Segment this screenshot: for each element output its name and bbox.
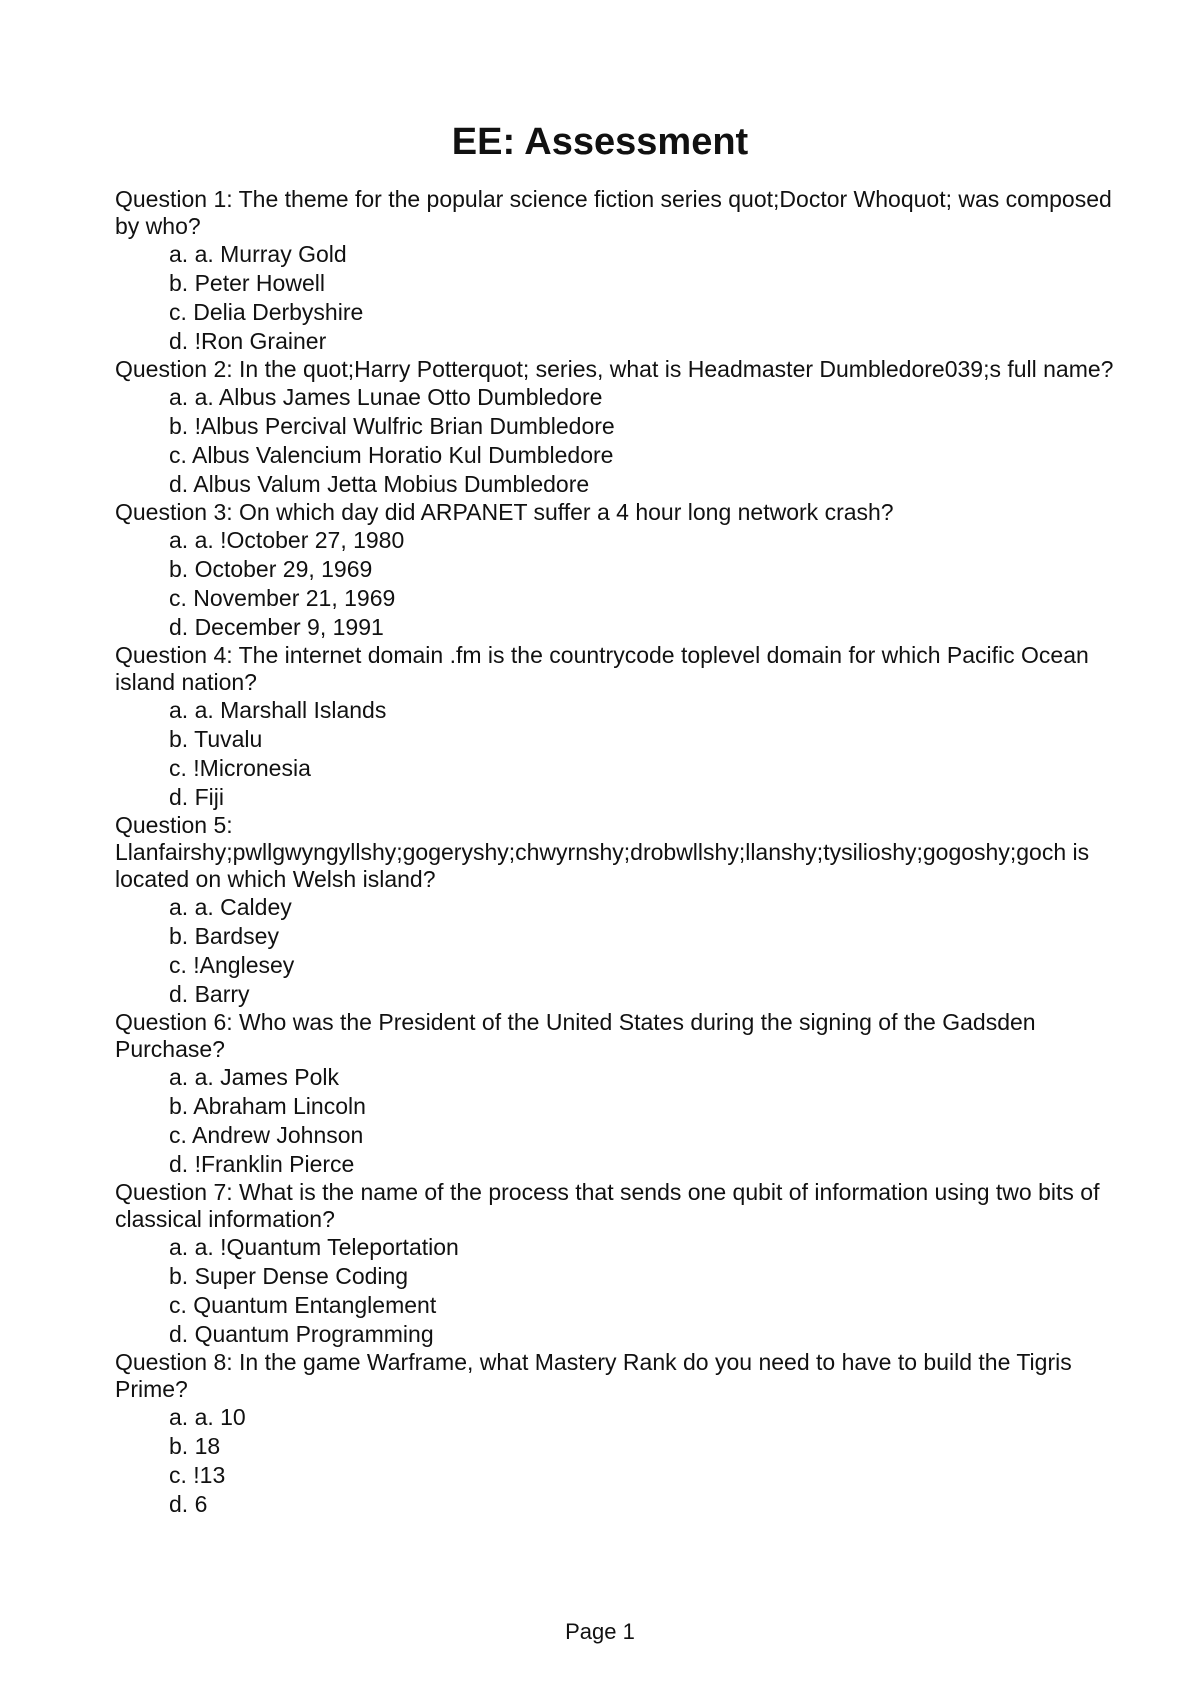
question-body: Who was the President of the United States during the signing of the Gadsden Purchase?: [115, 1009, 1036, 1062]
answer-option: c. Andrew Johnson: [169, 1122, 364, 1148]
question-list: [115, 186, 1125, 1519]
question-body: In the quot;Harry Potterquot; series, what is Headmaster Dumbledore039;s full name?: [239, 356, 1114, 382]
question-8: [115, 1349, 1125, 1519]
question-label: Question 3:: [115, 499, 233, 525]
answer-option: b. 18: [169, 1433, 221, 1459]
answer-option: a. a. Murray Gold: [169, 241, 347, 267]
question-label: Question 1:: [115, 186, 233, 212]
question-body: In the game Warframe, what Mastery Rank do you need to have to build the Tigris Prime?: [115, 1349, 1072, 1402]
question-text: [115, 356, 1125, 383]
answer-option: d. 6: [169, 1491, 208, 1517]
question-text: [115, 1349, 1125, 1403]
answer-option: c. Albus Valencium Horatio Kul Dumbledore: [169, 442, 614, 468]
question-3: [115, 499, 1125, 642]
answer-option: d. Albus Valum Jetta Mobius Dumbledore: [169, 471, 590, 497]
answer-option: d. Barry: [169, 981, 250, 1007]
answer-option: c. Quantum Entanglement: [169, 1292, 437, 1318]
answer-options: [115, 240, 1125, 356]
answer-option: c. November 21, 1969: [169, 585, 396, 611]
question-text: [115, 499, 1125, 526]
answer-option: a. a. Caldey: [169, 894, 292, 920]
answer-options: [115, 383, 1125, 499]
answer-option: b. Peter Howell: [169, 270, 325, 296]
answer-option: d. Quantum Programming: [169, 1321, 434, 1347]
answer-option: d. !Franklin Pierce: [169, 1151, 355, 1177]
question-7: [115, 1179, 1125, 1349]
answer-option: c. !13: [169, 1462, 226, 1488]
answer-option: b. October 29, 1969: [169, 556, 373, 582]
answer-options: [115, 1063, 1125, 1179]
question-body: What is the name of the process that sends one qubit of information using two bits of classical information?: [115, 1179, 1100, 1232]
question-body: On which day did ARPANET suffer a 4 hour long network crash?: [239, 499, 894, 525]
answer-options: [115, 526, 1125, 642]
question-label: Question 6:: [115, 1009, 233, 1035]
answer-option: c. !Micronesia: [169, 755, 311, 781]
question-label: Question 4:: [115, 642, 233, 668]
answer-options: [115, 893, 1125, 1009]
question-body: Llanfairshy;pwllgwyngyllshy;gogeryshy;chwyrnshy;drobwllshy;llanshy;tysilioshy;gogoshy;goch is located on which Welsh island?: [115, 839, 1090, 892]
question-body: The theme for the popular science fiction series quot;Doctor Whoquot; was composed by who?: [115, 186, 1112, 239]
question-4: [115, 642, 1125, 812]
page-number: Page 1: [565, 1619, 635, 1644]
answer-option: a. a. Marshall Islands: [169, 697, 387, 723]
question-text: [115, 1009, 1125, 1063]
answer-option: d. December 9, 1991: [169, 614, 384, 640]
question-label: Question 2:: [115, 356, 233, 382]
question-text: [115, 1179, 1125, 1233]
question-label: Question 5:: [115, 812, 233, 838]
question-6: [115, 1009, 1125, 1179]
answer-option: a. a. 10: [169, 1404, 246, 1430]
answer-options: [115, 1403, 1125, 1519]
answer-option: a. a. !Quantum Teleportation: [169, 1234, 459, 1260]
answer-option: a. a. Albus James Lunae Otto Dumbledore: [169, 384, 603, 410]
answer-option: a. a. James Polk: [169, 1064, 340, 1090]
answer-option: b. Abraham Lincoln: [169, 1093, 366, 1119]
question-1: [115, 186, 1125, 356]
answer-option: b. Bardsey: [169, 923, 279, 949]
answer-option: d. !Ron Grainer: [169, 328, 327, 354]
question-body: The internet domain .fm is the countrycode toplevel domain for which Pacific Ocean island nation?: [115, 642, 1089, 695]
page-title: EE: Assessment: [451, 121, 749, 163]
answer-option: b. !Albus Percival Wulfric Brian Dumbledore: [169, 413, 615, 439]
answer-option: b. Super Dense Coding: [169, 1263, 409, 1289]
answer-options: [115, 696, 1125, 812]
question-5: [115, 812, 1125, 1009]
answer-option: b. Tuvalu: [169, 726, 263, 752]
question-2: [115, 356, 1125, 499]
question-text: [115, 812, 1125, 893]
question-text: [115, 642, 1125, 696]
question-text: [115, 186, 1125, 240]
answer-options: [115, 1233, 1125, 1349]
answer-option: c. Delia Derbyshire: [169, 299, 364, 325]
answer-option: c. !Anglesey: [169, 952, 295, 978]
question-label: Question 8:: [115, 1349, 233, 1375]
answer-option: d. Fiji: [169, 784, 224, 810]
answer-option: a. a. !October 27, 1980: [169, 527, 405, 553]
question-label: Question 7:: [115, 1179, 233, 1205]
